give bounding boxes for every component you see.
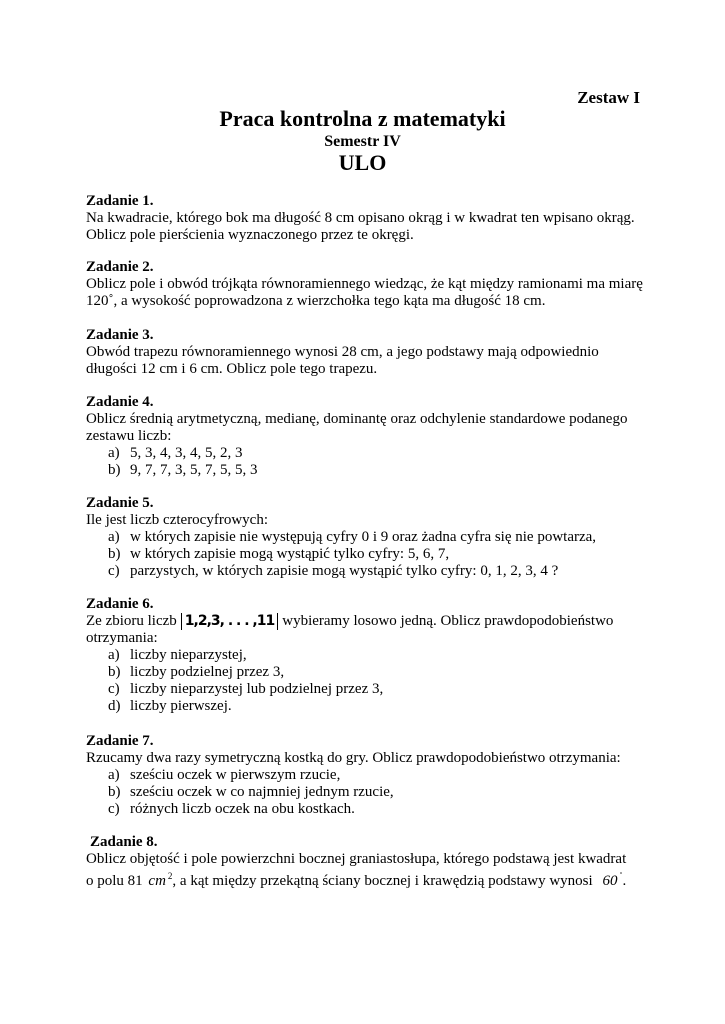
task-text: długości 12 cm i 6 cm. Oblicz pole tego trapezu. <box>86 361 378 377</box>
task-text: o polu 81 cm $^2$, a kąt między przekątną ściany bocznej i krawędzią podstawy wynosi 60 ˚. <box>86 871 627 889</box>
task-text: Ile jest liczb czterocyfrowych: <box>86 512 268 528</box>
angle-value: 60 <box>602 873 618 889</box>
task-1 <box>86 193 646 244</box>
task-4 <box>86 394 646 479</box>
task-text: Na kwadracie, którego bok ma długość 8 cm opisano okrąg i w kwadrat ten wpisano okrąg. <box>86 210 635 226</box>
task-heading: Zadanie 1. <box>86 193 154 209</box>
task-heading: Zadanie 8. <box>90 834 158 850</box>
task-text: Rzucamy dwa razy symetryczną kostką do gry. Oblicz prawdopodobieństwo otrzymania: <box>86 750 621 766</box>
list-item: b) w których zapisie mogą wystąpić tylko cyfry: 5, 6, 7, <box>108 546 450 562</box>
task-heading: Zadanie 5. <box>86 495 154 511</box>
list-item: a) 5, 3, 4, 3, 4, 5, 2, 3 <box>108 445 243 461</box>
answer-list <box>86 767 646 818</box>
list-item: a) sześciu oczek w pierwszym rzucie, <box>108 767 341 783</box>
task-5 <box>86 495 646 580</box>
task-text: Ze zbioru liczb 1,2,3, . . . ,11 wybieramy losowo jedną. Oblicz prawdopodobieństwo <box>86 613 614 629</box>
list-item: b) 9, 7, 7, 3, 5, 7, 5, 5, 3 <box>108 462 258 478</box>
list-item: b) liczby podzielnej przez 3, <box>108 664 285 680</box>
set-label: Zestaw I <box>577 88 640 107</box>
task-text: Obwód trapezu równoramiennego wynosi 28 cm, a jego podstawy mają odpowiednio <box>86 344 599 360</box>
task-text: Oblicz pole i obwód trójkąta równoramiennego wiedząc, że kąt między ramionami ma miarę <box>86 276 643 292</box>
task-heading: Zadanie 2. <box>86 259 154 275</box>
task-text: zestawu liczb: <box>86 428 172 444</box>
task-7 <box>86 733 646 818</box>
task-heading: Zadanie 3. <box>86 327 154 343</box>
school-label: ULO <box>338 150 387 175</box>
page-title: Praca kontrolna z matematyki <box>219 106 506 131</box>
task-6 <box>86 596 646 715</box>
task-2 <box>86 259 646 310</box>
task-heading: Zadanie 7. <box>86 733 154 749</box>
list-item: a) w których zapisie nie występują cyfry 0 i 9 oraz żadna cyfra się nie powtarza, <box>108 529 597 545</box>
answer-list <box>86 647 646 715</box>
list-item: c) parzystych, w których zapisie mogą wystąpić tylko cyfry: 0, 1, 2, 3, 4 ? <box>108 563 559 579</box>
task-3 <box>86 327 646 378</box>
answer-list <box>86 529 646 580</box>
semester-label: Semestr IV <box>324 133 401 150</box>
answer-list <box>86 445 646 479</box>
task-text: Oblicz średnią arytmetyczną, medianę, dominantę oraz odchylenie standardowe podanego <box>86 411 628 427</box>
task-text: 120˚, a wysokość poprowadzona z wierzchołka tego kąta ma długość 18 cm. <box>86 293 546 309</box>
task-8 <box>86 834 666 890</box>
list-item: d) liczby pierwszej. <box>108 698 232 714</box>
task-heading: Zadanie 4. <box>86 394 154 410</box>
number-set: 1,2,3, . . . ,11 <box>181 613 278 630</box>
list-item: b) sześciu oczek w co najmniej jednym rzucie, <box>108 784 394 800</box>
unit-symbol: cm <box>148 873 166 889</box>
task-text: Oblicz objętość i pole powierzchni bocznej graniastosłupa, którego podstawą jest kwadrat <box>86 851 627 867</box>
list-item: c) różnych liczb oczek na obu kostkach. <box>108 801 355 817</box>
list-item: c) liczby nieparzystej lub podzielnej przez 3, <box>108 681 384 697</box>
task-text: otrzymania: <box>86 630 158 646</box>
task-text: Oblicz pole pierścienia wyznaczonego przez te okręgi. <box>86 227 414 243</box>
list-item: a) liczby nieparzystej, <box>108 647 247 663</box>
task-heading: Zadanie 6. <box>86 596 154 612</box>
